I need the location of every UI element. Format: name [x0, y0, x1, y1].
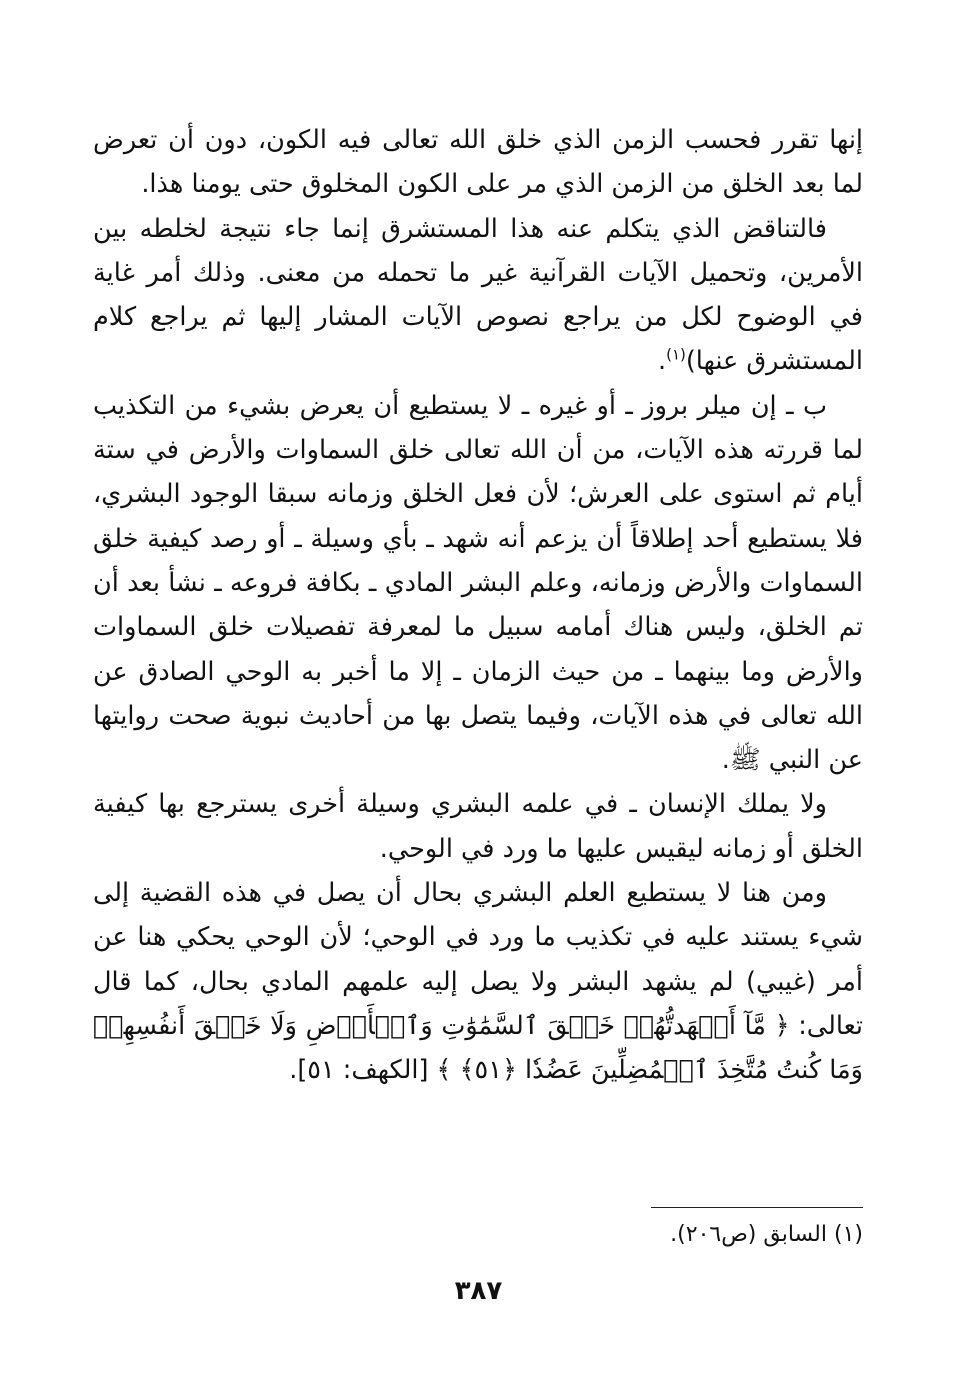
quran-verse: ﴿ مَّآ أَشۡهَدتُّهُمۡ خَلۡقَ ٱلسَّمَٰوَٰتِ وَٱلۡأَرۡضِ وَلَا خَلۡقَ أَنفُسِهِمۡ وَمَا كُنتُ مُتَّخِذَ ٱلۡمُضِلِّينَ عَضُدٗا ﴿٥١﴾ ﴾ [93, 1010, 863, 1086]
paragraph-5-text: ومن هنا لا يستطيع العلم البشري بحال أن يصل في هذه القضية إلى شيء يستند عليه في تكذيب ما ورد في الوحي؛ لأن الوحي يحكي هنا عن أمر (غيبي) لم يشهد البشر ولا يصل إليه علمهم المادي بحال، كما قال تعالى: [93, 878, 864, 1041]
paragraph-5 [93, 871, 863, 1092]
main-text [93, 118, 863, 1093]
footnote-reference-1: (١) [666, 345, 686, 364]
quran-reference: [الكهف: ٥١]. [289, 1055, 429, 1086]
paragraph-1: إنها تقرر فحسب الزمن الذي خلق الله تعالى فيه الكون، دون أن تعرض لما بعد الخلق من الزمن الذي مر على الكون المخلوق حتى يومنا هذا. [93, 125, 863, 200]
footnote-1: (١) السابق (ص٢٠٦). [670, 1222, 863, 1247]
paragraph-3: ب ـ إن ميلر بروز ـ أو غيره ـ لا يستطيع أن يعرض بشيء من التكذيب لما قررته هذه الآيات، من أن الله تعالى خلق السماوات والأرض في ستة أيام ثم استوى على العرش؛ لأن فعل الخلق وزمانه سبقا الوجود البشري، فلا يستطيع أحد إطلاقاً أن يزعم أنه شهد ـ بأي وسيلة ـ أو رصد كيفية خلق السماوات والأرض وزمانه، وعلم البشر المادي ـ بكافة فروعه ـ نشأ بعد أن تم الخلق، وليس هناك أمامه سبيل ما لمعرفة تفصيلات خلق السماوات والأرض وما بينهما ـ من حيث الزمان ـ إلا ما أخبر به الوحي الصادق عن الله تعالى في هذه الآيات، وفيما يتصل بها من أحاديث نبوية صحت روايتها عن النبي ﷺ. [93, 390, 863, 776]
page-number: ٣٨٧ [454, 1276, 503, 1306]
paragraph-2 [93, 207, 863, 384]
paragraph-2-end: . [657, 346, 667, 377]
footnote-separator [651, 1207, 863, 1208]
paragraph-4: ولا يملك الإنسان ـ في علمه البشري وسيلة أخرى يسترجع بها كيفية الخلق أو زمانه ليقيس عليها ما ورد في الوحي. [93, 789, 863, 864]
paragraph-2-text: فالتناقض الذي يتكلم عنه هذا المستشرق إنما جاء نتيجة لخلطه بين الأمرين، وتحميل الآيات القرآنية غير ما تحمله من معنى. وذلك أمر غاية في الوضوح لكل من يراجع نصوص الآيات المشار إليها ثم يراجع كلام المستشرق عنها) [93, 213, 863, 377]
